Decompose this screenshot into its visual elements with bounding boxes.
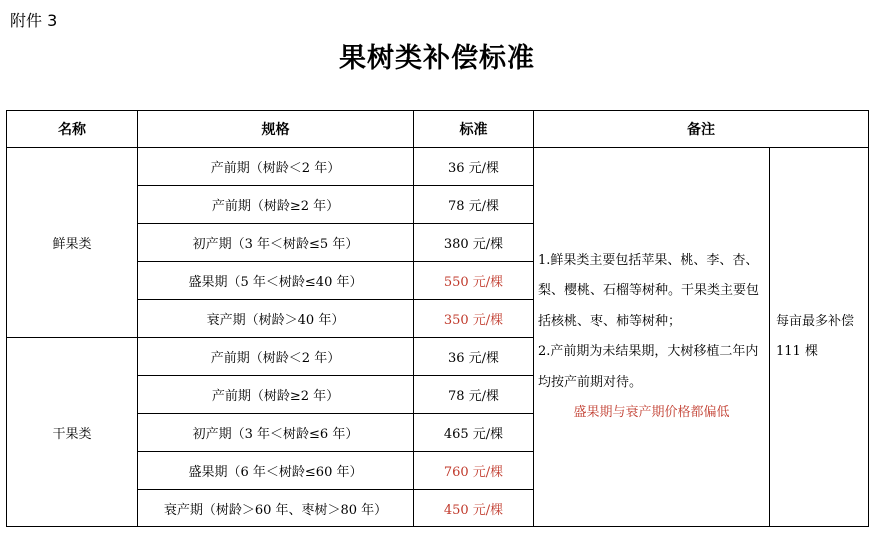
table-row (7, 148, 869, 186)
standard-cell: 380 元/棵 (414, 224, 534, 262)
spec-cell: 产前期（树龄≥2 年） (138, 186, 414, 224)
spec-cell: 衰产期（树龄＞40 年） (138, 300, 414, 338)
header-spec: 规格 (138, 111, 414, 148)
spec-cell: 衰产期（树龄＞60 年、枣树＞80 年） (138, 490, 414, 527)
spec-cell: 产前期（树龄＜2 年） (138, 148, 414, 186)
standard-cell-highlight: 350 元/棵 (414, 300, 534, 338)
spec-cell: 盛果期（5 年＜树龄≤40 年） (138, 262, 414, 300)
header-name: 名称 (7, 111, 138, 148)
spec-cell: 产前期（树龄≥2 年） (138, 376, 414, 414)
compensation-table (6, 110, 869, 527)
standard-cell: 36 元/棵 (414, 338, 534, 376)
spec-cell: 盛果期（6 年＜树龄≤60 年） (138, 452, 414, 490)
attachment-label: 附件 3 (10, 11, 58, 30)
group-name-dry: 干果类 (7, 338, 138, 527)
standard-cell-highlight: 760 元/棵 (414, 452, 534, 490)
standard-cell: 78 元/棵 (414, 186, 534, 224)
header-standard: 标准 (414, 111, 534, 148)
remark-warning: 盛果期与衰产期价格都偏低 (573, 405, 730, 420)
standard-cell: 36 元/棵 (414, 148, 534, 186)
group-name-fresh: 鲜果类 (7, 148, 138, 338)
spec-cell: 产前期（树龄＜2 年） (138, 338, 414, 376)
header-remark: 备注 (534, 111, 869, 148)
page-title: 果树类补偿标准 (339, 43, 535, 74)
remark-note-1: 1.鲜果类主要包括苹果、桃、李、杏、梨、樱桃、石榴等树种。干果类主要包括核桃、枣、柿等树种； (538, 252, 760, 329)
header-row (7, 111, 869, 148)
standard-cell: 465 元/棵 (414, 414, 534, 452)
remark-note-2: 2.产前期为未结果期，大树移植二年内均按产前期对待。 (538, 344, 759, 390)
standard-cell-highlight: 550 元/棵 (414, 262, 534, 300)
spec-cell: 初产期（3 年＜树龄≤6 年） (138, 414, 414, 452)
spec-cell: 初产期（3 年＜树龄≤5 年） (138, 224, 414, 262)
standard-cell: 78 元/棵 (414, 376, 534, 414)
standard-cell-highlight: 450 元/棵 (414, 490, 534, 527)
remark-notes (534, 148, 770, 527)
remark-extra: 每亩最多补偿 111 棵 (770, 148, 869, 527)
